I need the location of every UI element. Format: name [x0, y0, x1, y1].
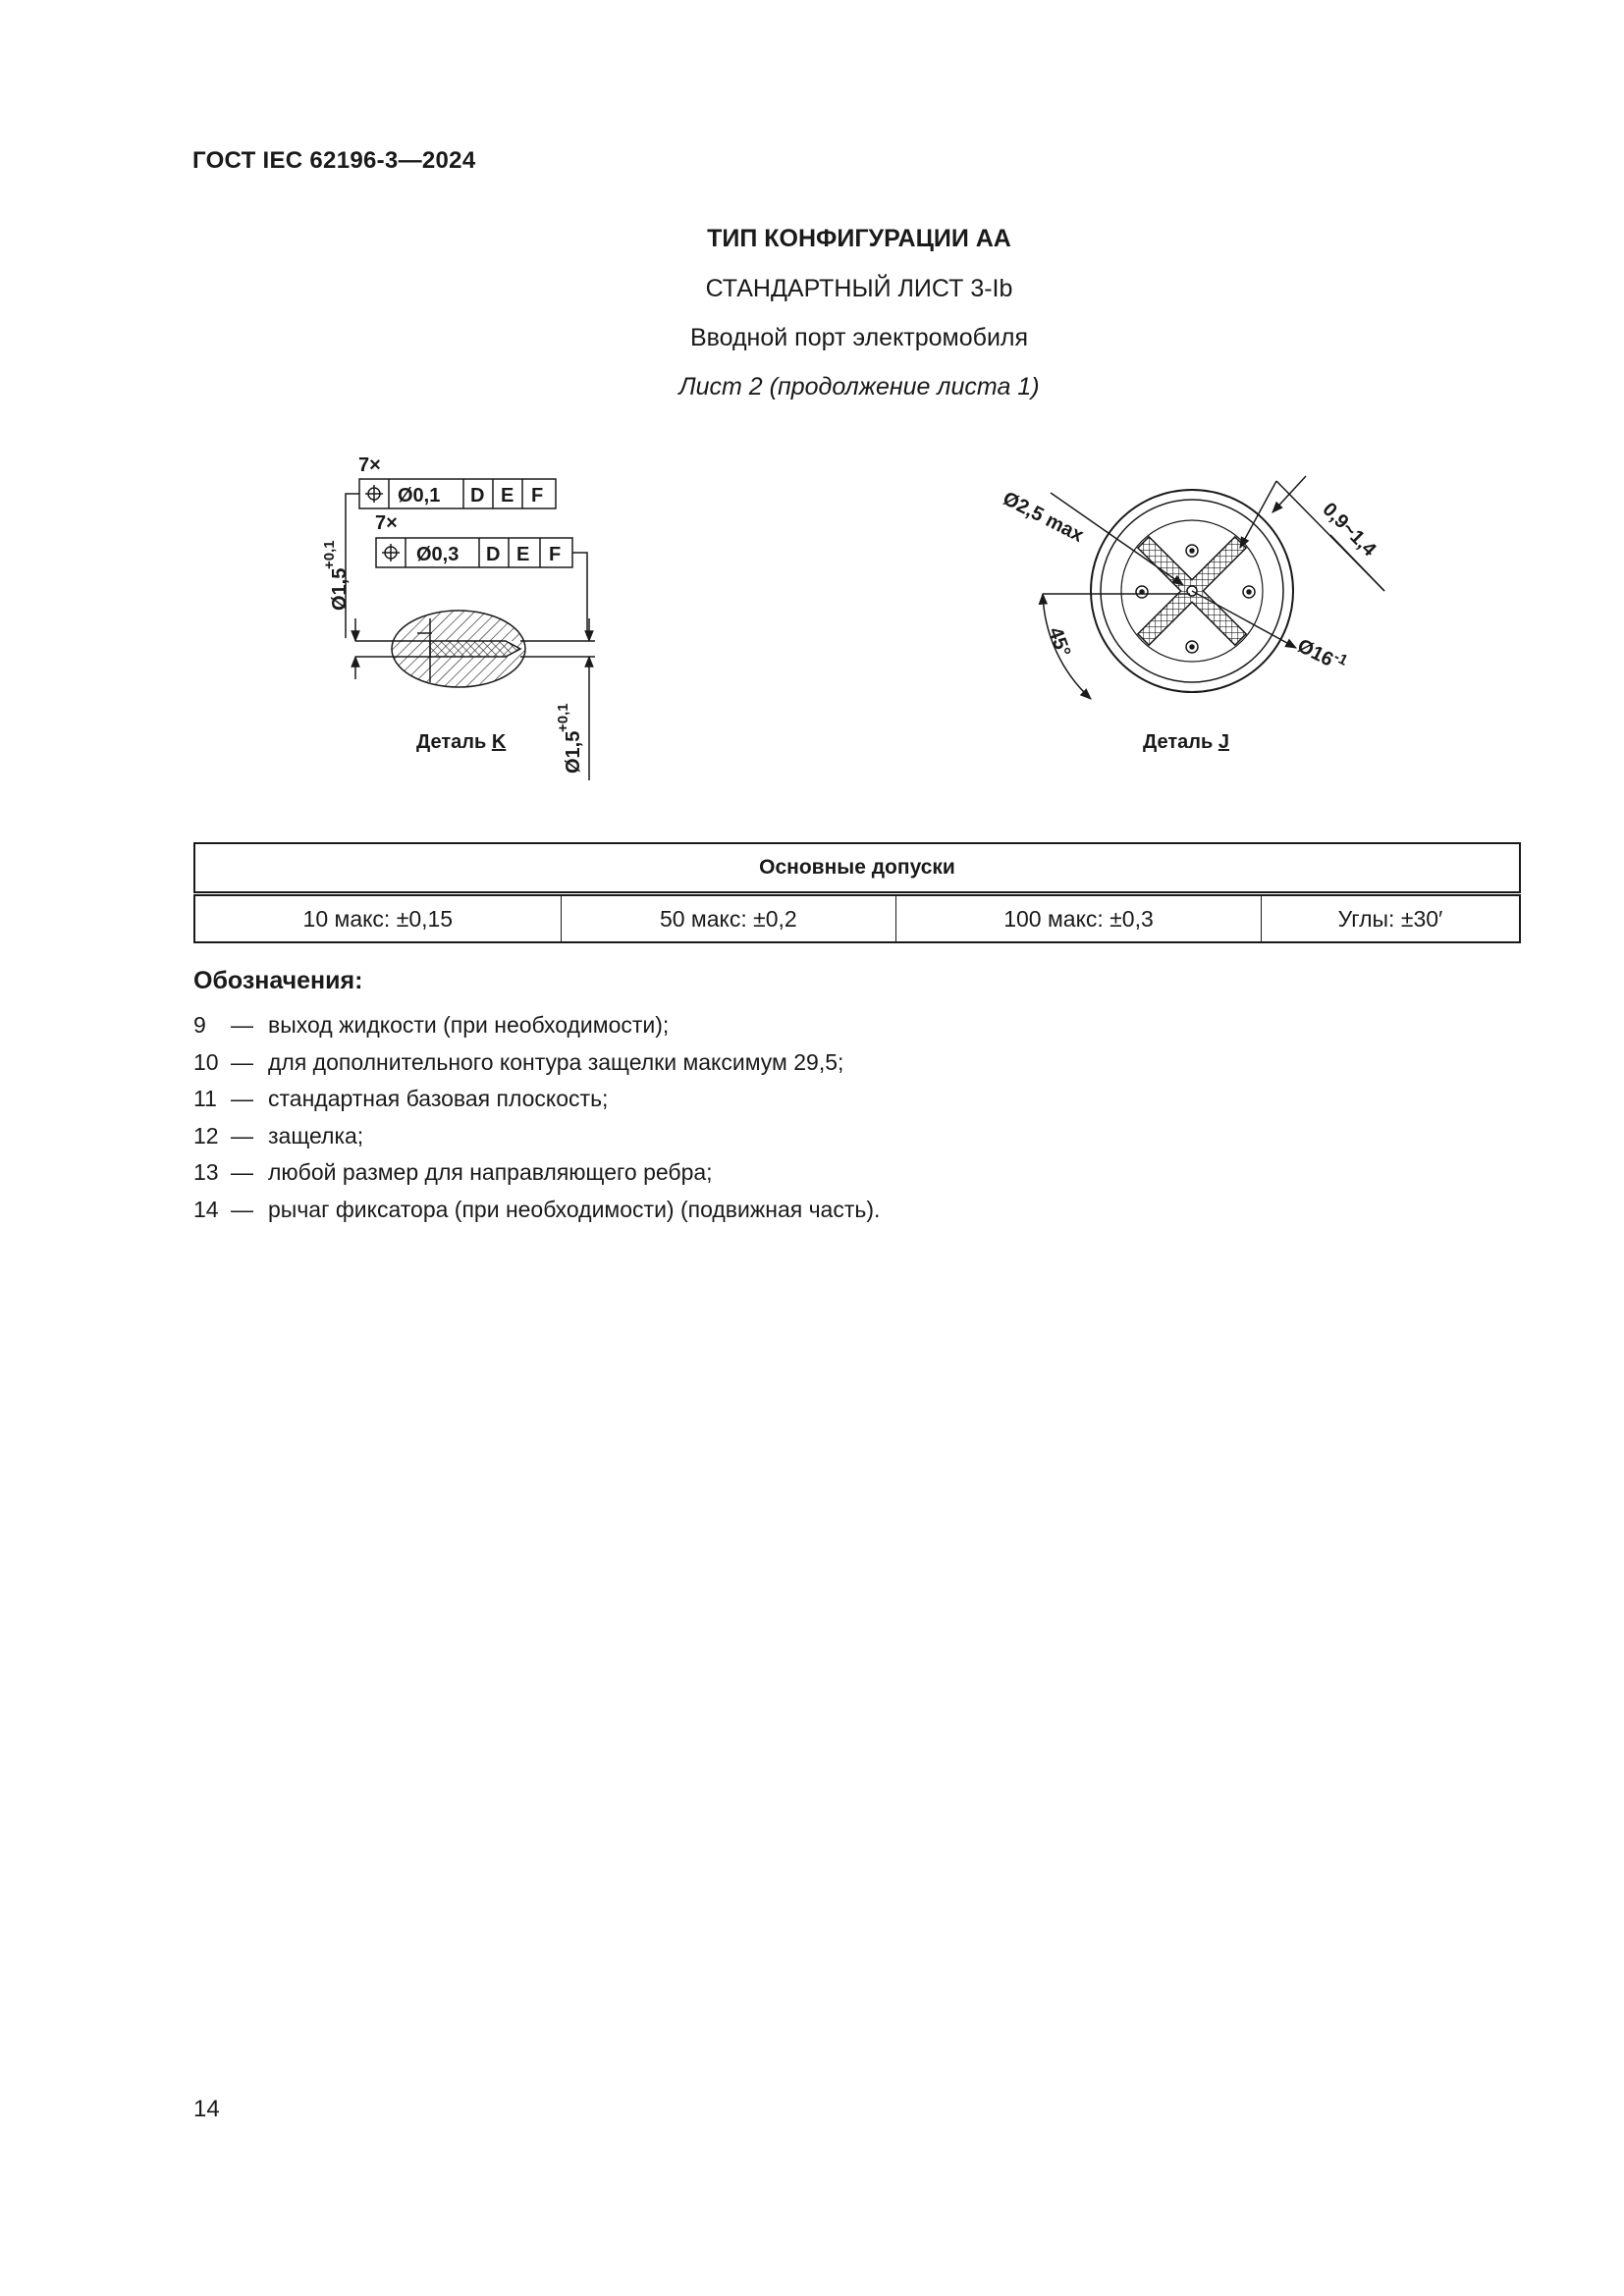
legend-item-number: 10 — [193, 1048, 219, 1075]
legend-item-dash: — — [231, 1122, 253, 1148]
detail-j-dim-diameter-outer-sup: -1 — [1330, 648, 1351, 669]
legend-item — [193, 1007, 880, 1044]
detail-k-dim-left-sup: +0,1 — [321, 540, 338, 569]
detail-j — [1000, 476, 1384, 753]
tolerance-cell: 100 макс: ±0,3 — [896, 894, 1262, 943]
frame-2-datum-e: E — [516, 544, 530, 565]
svg-text:Деталь K — [416, 731, 507, 753]
legend-item — [193, 1192, 880, 1229]
legend-item-number: 12 — [193, 1122, 219, 1148]
detail-j-dim-diameter-outer: Ø16 — [1293, 634, 1337, 671]
legend-item-text: рычаг фиксатора (при необходимости) (подвижная часть). — [268, 1196, 881, 1222]
feature-control-frame-2 — [376, 538, 572, 567]
legend-item — [193, 1154, 880, 1192]
legend-item-number: 11 — [193, 1086, 217, 1111]
legend-item-number: 13 — [193, 1159, 219, 1185]
tolerance-cell: 10 макс: ±0,15 — [194, 894, 561, 943]
legend-item-text: выход жидкости (при необходимости); — [268, 1012, 670, 1038]
detail-k-dim-right: Ø1,5 — [563, 730, 584, 774]
tolerance-table — [193, 842, 1521, 943]
frame-1-datum-e: E — [501, 485, 514, 507]
frame-2-tolerance: Ø0,3 — [416, 544, 460, 565]
tolerance-cell: Углы: ±30′ — [1261, 894, 1520, 943]
tolerance-table-header-row — [194, 843, 1520, 894]
legend-item-dash: — — [231, 1012, 253, 1038]
detail-k-count-2: 7× — [375, 512, 398, 534]
page-number: 14 — [193, 2096, 220, 2122]
legend-item-number: 14 — [193, 1196, 219, 1222]
legend-item — [193, 1081, 880, 1118]
detail-k-dim-left: Ø1,5 — [329, 567, 351, 611]
detail-j-dim-diameter-small: Ø2,5 max — [999, 487, 1087, 547]
technical-drawing — [0, 442, 1624, 805]
detail-j-dim-width: 0,9~1,4 — [1318, 498, 1380, 561]
legend-list — [193, 1007, 880, 1228]
legend-item-text: стандартная базовая плоскость; — [268, 1086, 609, 1111]
tolerance-cell: 50 макс: ±0,2 — [561, 894, 895, 943]
frame-2-datum-d: D — [486, 544, 501, 565]
detail-k-letter: K — [491, 731, 507, 753]
detail-k-dim-right-sup: +0,1 — [555, 703, 571, 732]
frame-1-tolerance: Ø0,1 — [398, 485, 441, 507]
configuration-type-title: ТИП КОНФИГУРАЦИИ АА — [707, 225, 1011, 252]
legend-item-dash: — — [231, 1196, 253, 1222]
legend-item-text: любой размер для направляющего ребра; — [268, 1159, 713, 1185]
legend-item-text: защелка; — [268, 1122, 364, 1148]
detail-k-count-1: 7× — [358, 454, 381, 476]
legend-item-dash: — — [231, 1048, 253, 1075]
legend-item-dash: — — [231, 1086, 253, 1111]
tolerance-table-header: Основные допуски — [194, 843, 1520, 894]
sheet-note: Лист 2 (продолжение листа 1) — [678, 373, 1040, 400]
detail-k — [321, 454, 595, 780]
detail-j-label: Деталь — [1143, 731, 1218, 753]
standard-sheet-title: СТАНДАРТНЫЙ ЛИСТ 3-Ib — [705, 275, 1013, 302]
legend-title: Обозначения: — [193, 967, 363, 994]
detail-j-dim-angle: 45° — [1044, 624, 1075, 661]
detail-k-label: Деталь — [416, 731, 492, 753]
frame-1-datum-f: F — [531, 485, 544, 507]
detail-j-letter: J — [1218, 731, 1229, 753]
legend-item — [193, 1044, 880, 1082]
svg-text:Деталь J — [1143, 731, 1229, 753]
frame-1-datum-d: D — [470, 485, 485, 507]
legend-item-dash: — — [231, 1159, 253, 1185]
subject-title: Вводной порт электромобиля — [689, 324, 1029, 351]
standard-code: ГОСТ IEC 62196-3—2024 — [192, 147, 476, 174]
legend-item-text: для дополнительного контура защелки максимум 29,5; — [268, 1048, 844, 1075]
legend-item — [193, 1118, 880, 1155]
frame-2-datum-f: F — [549, 544, 562, 565]
tolerance-table-row — [194, 894, 1520, 943]
legend-item-number: 9 — [193, 1012, 206, 1038]
feature-control-frame-1 — [359, 479, 556, 508]
